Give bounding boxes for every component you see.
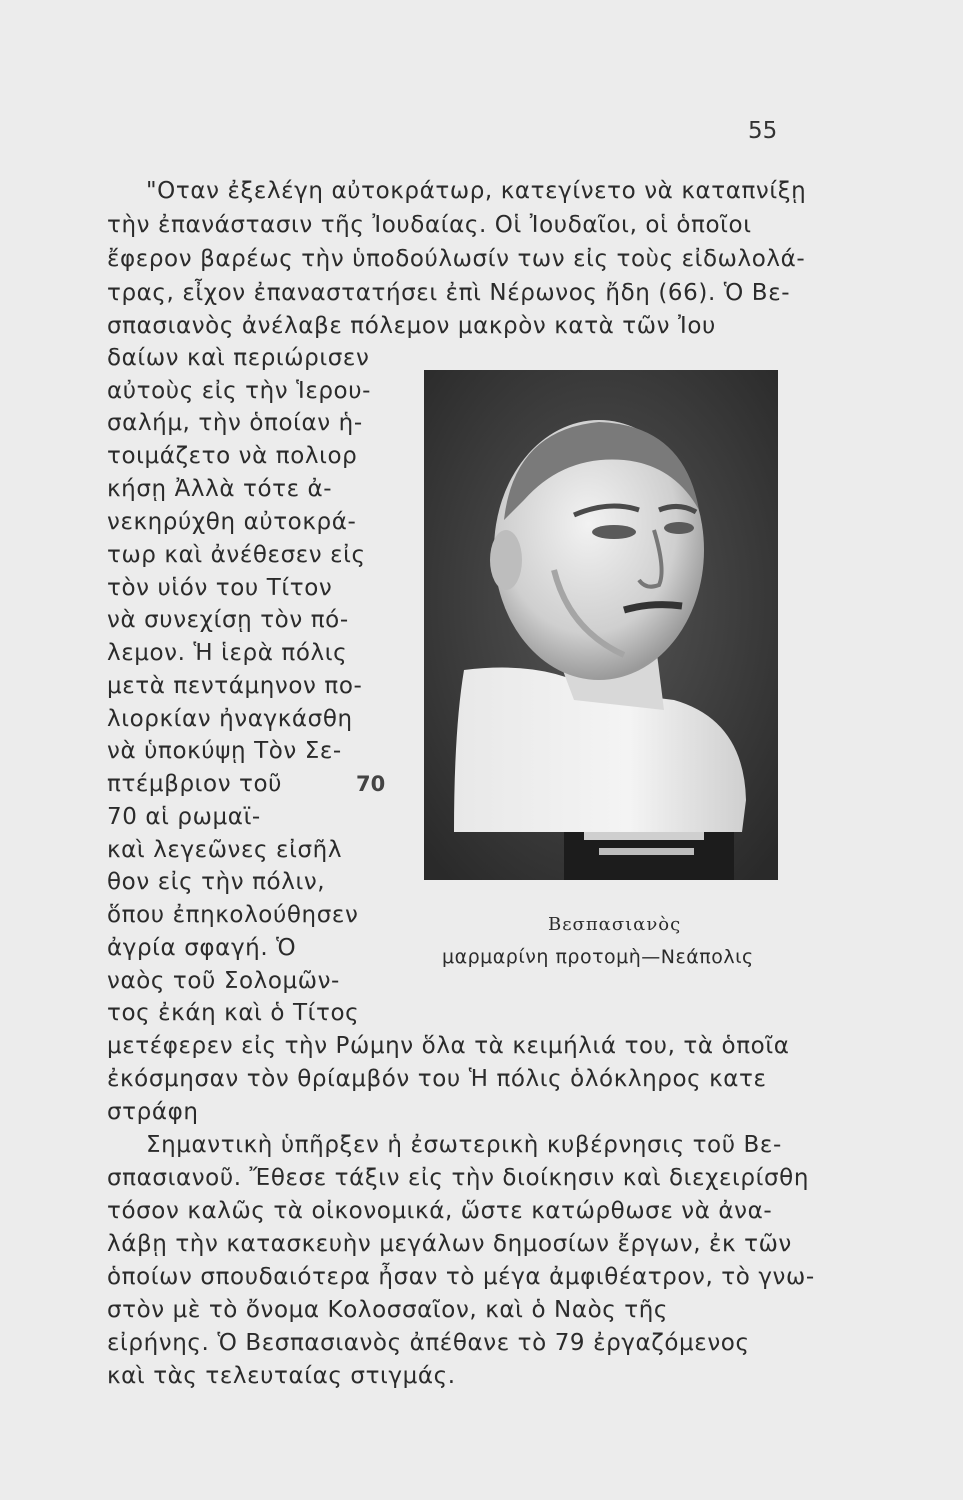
text-line: λεμον. Ἡ ἱερὰ πόλις bbox=[107, 640, 348, 666]
text-line: λιορκίαν ἠναγκάσθη bbox=[107, 706, 353, 732]
text-line: νὰ συνεχίσῃ τὸν πό- bbox=[107, 607, 349, 633]
text-line: τὴν ἐπανάστασιν τῆς Ἰουδαίας. Οἱ Ἰουδαῖοι, οἱ ὁποῖοι bbox=[107, 212, 752, 238]
text-line: τόσον καλῶς τὰ οἰκονομικά, ὥστε κατώρθωσε νὰ ἀνα- bbox=[107, 1198, 773, 1224]
bust-photograph bbox=[424, 370, 778, 880]
margin-number: 70 bbox=[356, 772, 386, 796]
text-line: τοιμάζετο νὰ πολιορ bbox=[107, 443, 358, 469]
text-line: ὅπου ἐπηκολούθησεν bbox=[107, 902, 359, 928]
text-line: τωρ καὶ ἀνέθεσεν εἰς bbox=[107, 542, 366, 568]
figure-caption-title: Βεσπασιανὸς bbox=[548, 914, 682, 935]
text-line: καὶ τὰς τελευταίας στιγμάς. bbox=[107, 1363, 456, 1389]
text-line: "Οταν ἐξελέγη αὐτοκράτωρ, κατεγίνετο νὰ καταπνίξῃ bbox=[146, 178, 807, 204]
text-line: τὸν υἱόν του Τίτον bbox=[107, 575, 333, 601]
text-line: νὰ ὑποκύψῃ Τὸν Σε- bbox=[107, 738, 342, 764]
text-line: ἐκόσμησαν τὸν θρίαμβόν του Ἡ πόλις ὁλόκληρος κατε bbox=[107, 1066, 767, 1092]
text-line: σαλήμ, τὴν ὁποίαν ἡ- bbox=[107, 410, 363, 436]
text-line: καὶ λεγεῶνες εἰσῆλ bbox=[107, 837, 343, 863]
text-line: εἰρήνης. Ὁ Βεσπασιανὸς ἀπέθανε τὸ 79 ἐργαζόμενος bbox=[107, 1330, 750, 1356]
page-number: 55 bbox=[748, 118, 778, 144]
text-line: δαίων καὶ περιώρισεν bbox=[107, 345, 370, 371]
text-line: σπασιανοῦ. Ἔθεσε τάξιν εἰς τὴν διοίκησιν καὶ διεχειρίσθη bbox=[107, 1165, 809, 1191]
text-line: 70 αἱ ρωμαϊ- bbox=[107, 804, 261, 830]
text-line: τρας, εἶχον ἐπαναστατήσει ἐπὶ Νέρωνος ἤδη (66). Ὁ Βε- bbox=[107, 280, 791, 306]
text-line: ναὸς τοῦ Σολομῶν- bbox=[107, 968, 340, 994]
text-line: θον εἰς τὴν πόλιν, bbox=[107, 869, 326, 895]
text-line: αὐτοὺς εἰς τὴν Ἱερου- bbox=[107, 378, 372, 404]
text-line: ἔφερον βαρέως τὴν ὑποδούλωσίν των εἰς τοὺς εἰδωλολά- bbox=[107, 246, 806, 272]
text-line: στράφη bbox=[107, 1099, 199, 1125]
text-line: μετέφερεν εἰς τὴν Ρώμην ὅλα τὰ κειμήλιά του, τὰ ὁποῖα bbox=[107, 1033, 790, 1059]
text-line: Σημαντικὴ ὑπῆρξεν ἡ ἐσωτερικὴ κυβέρνησις τοῦ Βε- bbox=[146, 1132, 782, 1158]
text-line: μετὰ πεντάμηνον πο- bbox=[107, 673, 363, 699]
text-line: στὸν μὲ τὸ ὄνομα Κολοσσαῖον, καὶ ὁ Ναὸς τῆς bbox=[107, 1297, 668, 1323]
figure-caption-subtitle: μαρμαρίνη προτομὴ—Νεάπολις bbox=[442, 946, 754, 968]
text-line: ἀγρία σφαγή. Ὁ bbox=[107, 935, 297, 961]
text-line: πτέμβριον τοῦ bbox=[107, 771, 283, 797]
text-line: ὁποίων σπουδαιότερα ἦσαν τὸ μέγα ἀμφιθέατρον, τὸ γνω- bbox=[107, 1264, 815, 1290]
text-line: νεκηρύχθη αὐτοκρά- bbox=[107, 509, 357, 535]
text-line: σπασιανὸς ἀνέλαβε πόλεμον μακρὸν κατὰ τῶν Ἰου bbox=[107, 313, 716, 339]
text-line: λάβῃ τὴν κατασκευὴν μεγάλων δημοσίων ἔργων, ἐκ τῶν bbox=[107, 1231, 792, 1257]
text-line: κήσῃ Ἀλλὰ τότε ἀ- bbox=[107, 476, 333, 502]
text-line: τος ἐκάη καὶ ὁ Τίτος bbox=[107, 1000, 360, 1026]
